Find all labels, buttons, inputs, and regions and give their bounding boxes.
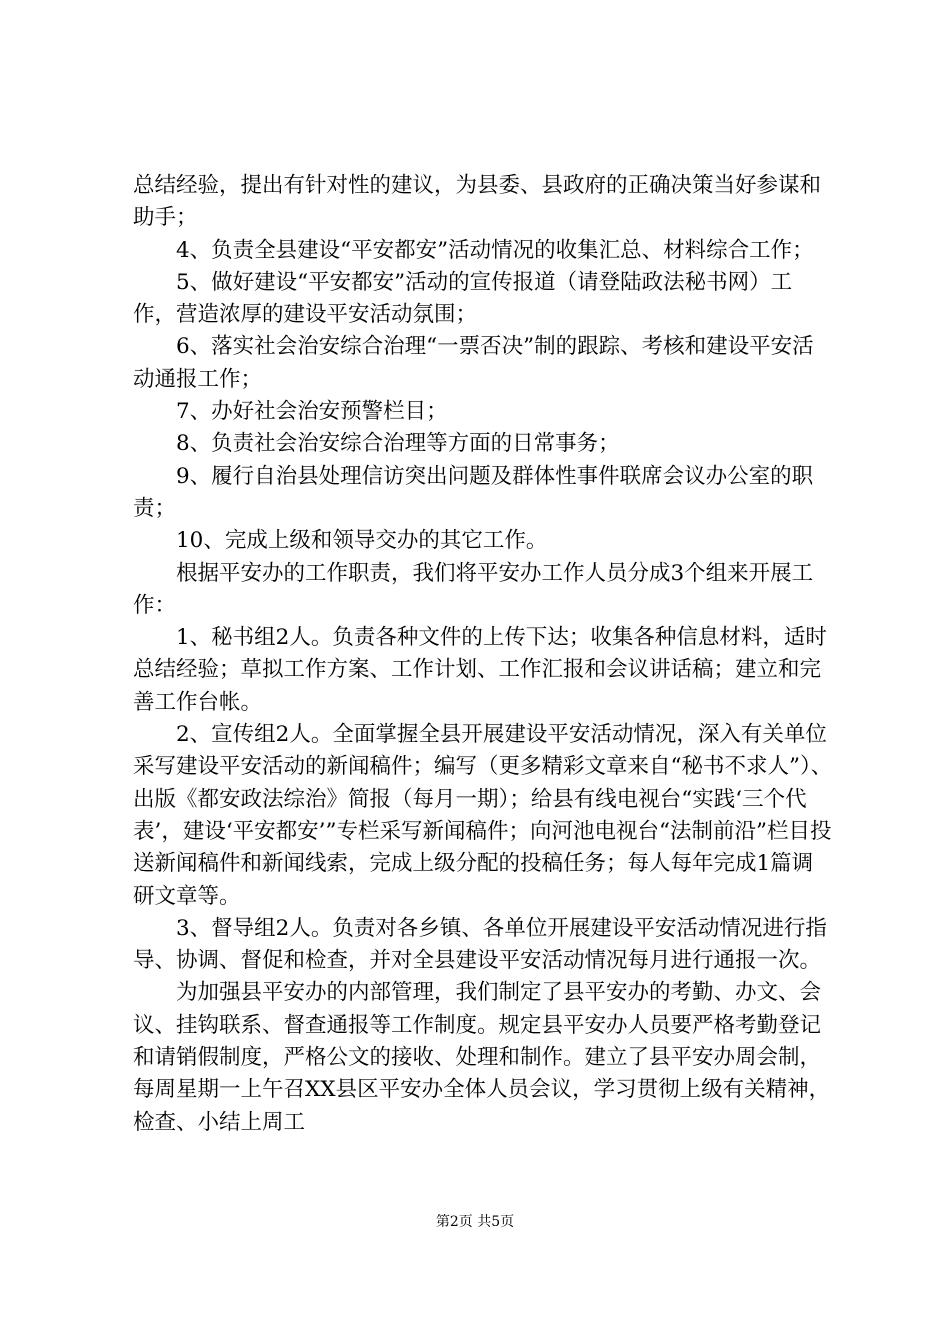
document-body — [133, 170, 833, 1139]
paragraph: 10、完成上级和领导交办的其它工作。 — [176, 528, 548, 554]
paragraph: 6、落实社会治安综合治理“一票否决”制的跟踪、考核和建设平安活动通报工作； — [133, 334, 814, 392]
paragraph: 为加强县平安办的内部管理，我们制定了县平安办的考勤、办文、会议、挂钩联系、督查通报等工作制度。规定县平安办人员要严格考勤登记和请销假制度，严格公文的接收、处理和制作。建立了县平安办周会制，每周星期一上午召XX县区平安办全体人员会议，学习贯彻上级有关精神，检查、小结上周工 — [133, 980, 831, 1135]
paragraph: 1、秘书组2人。负责各种文件的上传下达；收集各种信息材料，适时总结经验；草拟工作方案、工作计划、工作汇报和会议讲话稿；建立和完善工作台帐。 — [133, 625, 827, 715]
paragraph: 总结经验，提出有针对性的建议，为县委、县政府的正确决策当好参谋和助手； — [133, 173, 822, 231]
paragraph: 9、履行自治县处理信访突出问题及群体性事件联席会议办公室的职责； — [133, 463, 814, 521]
page-number-footer: 第2页 共5页 — [435, 1214, 515, 1230]
paragraph: 根据平安办的工作职责，我们将平安办工作人员分成3个组来开展工作： — [133, 560, 814, 618]
paragraph: 3、督导组2人。负责对各乡镇、各单位开展建设平安活动情况进行指导、协调、督促和检查，并对全县建设平安活动情况每月进行通报一次。 — [133, 915, 827, 974]
paragraph: 5、做好建设“平安都安”活动的宣传报道（请登陆政法秘书网）工作，营造浓厚的建设平安活动氛围； — [133, 269, 793, 328]
paragraph: 7、办好社会治安预警栏目； — [176, 399, 448, 425]
paragraph: 8、负责社会治安综合治理等方面的日常事务； — [176, 431, 620, 457]
paragraph: 2、宣传组2人。全面掌握全县开展建设平安活动情况，深入有关单位采写建设平安活动的新闻稿件；编写（更多精彩文章来自“秘书不求人”）、出版《都安政法综治》简报（每月一期）；给县有线电视台“实践‘三个代表’，建设‘平安都安’”专栏采写新闻稿件；向河池电视台“法制前沿”栏目投送新闻稿件和新闻线索，完成上级分配的投稿任务；每人每年完成1篇调研文章等。 — [133, 722, 833, 909]
paragraph: 4、负责全县建设“平安都安”活动情况的收集汇总、材料综合工作； — [176, 237, 814, 263]
